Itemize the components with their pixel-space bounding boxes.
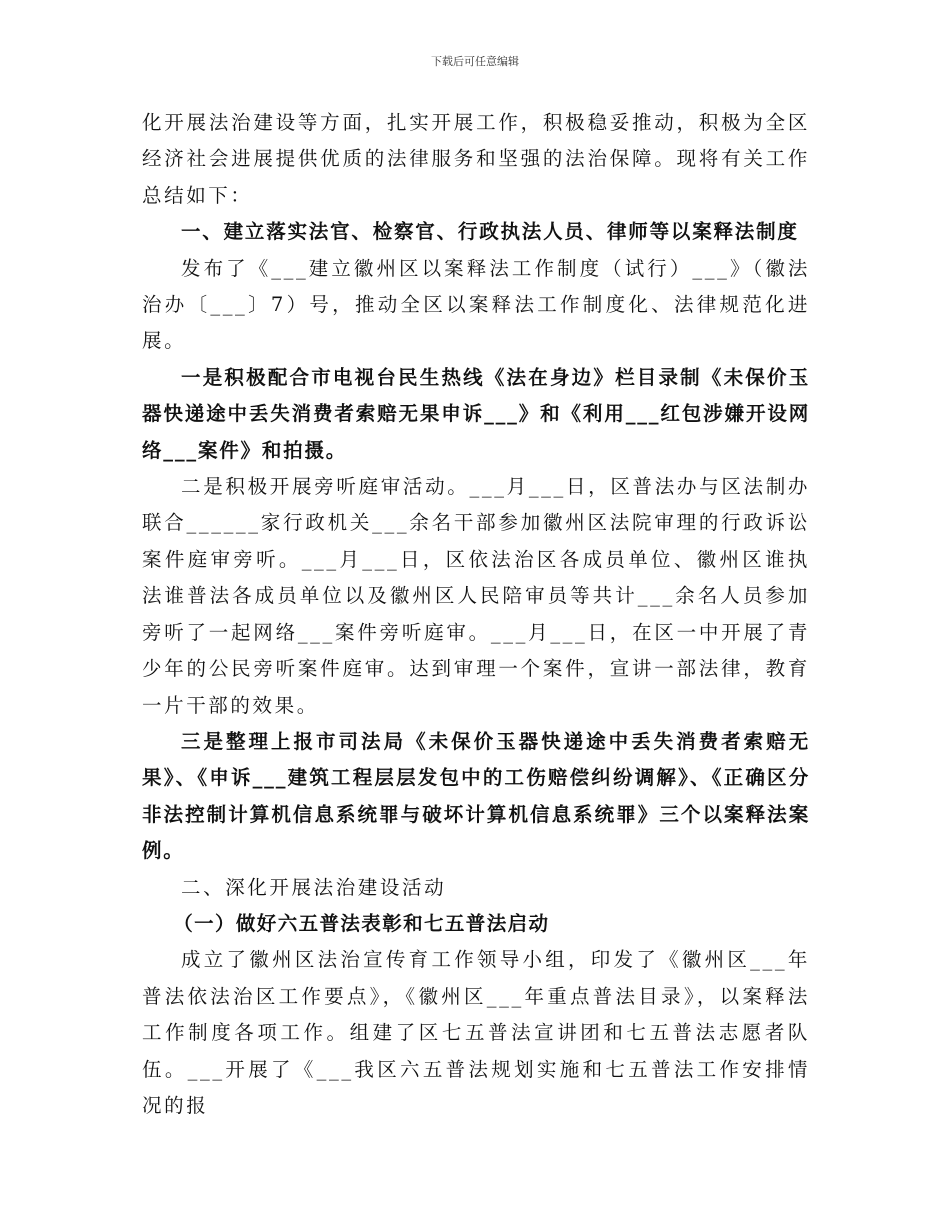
page-header: 下载后可任意编辑 (431, 55, 519, 68)
paragraph-point-one: 一是积极配合市电视台民生热线《法在身边》栏目录制《未保价玉器快递途中丢失消费者索赔无果申诉___》和《利用___红包涉嫌开设网络___案件》和拍摄。 (142, 365, 810, 462)
section-heading-1: 一、建立落实法官、检察官、行政执法人员、律师等以案释法制度 (181, 220, 799, 244)
paragraph-release: 发布了《___建立徽州区以案释法工作制度（试行）___》（徽法治办〔___〕7）号，推动全区以案释法工作制度化、法律规范化进展。 (142, 256, 810, 353)
intro-paragraph: 化开展法治建设等方面，扎实开展工作，积极稳妥推动，积极为全区经济社会进展提供优质的法律服务和坚强的法治保障。现将有关工作总结如下： (142, 111, 810, 207)
section-heading-2: 二、深化开展法治建设活动 (181, 875, 447, 899)
document-body (142, 105, 810, 1124)
paragraph-committee: 成立了徽州区法治宣传育工作领导小组，印发了《徽州区___年普法依法治区工作要点》，《徽州区___年重点普法目录》，以案释法工作制度各项工作。组建了区七五普法宣讲团和七五普法志愿者队伍。___开展了《___我区六五普法规划实施和七五普法工作安排情况的报 (142, 948, 810, 1117)
subsection-heading-1: （一）做好六五普法表彰和七五普法启动 (173, 911, 550, 935)
paragraph-point-three: 三是整理上报市司法局《未保价玉器快递途中丢失消费者索赔无果》、《申诉___建筑工程层层发包中的工伤赔偿纠纷调解》、《正确区分非法控制计算机信息系统罪与破坏计算机信息系统罪》三个以案释法案例。 (142, 729, 810, 863)
paragraph-point-two: 二是积极开展旁听庭审活动。___月___日，区普法办与区法制办联合______家行政机关___余名干部参加徽州区法院审理的行政诉讼案件庭审旁听。___月___日，区依法治区各成员单位、徽州区谁执法谁普法各成员单位以及徽州区人民陪审员等共计___余名人员参加旁听了一起网络___案件旁听庭审。___月___日，在区一中开展了青少年的公民旁听案件庭审。达到审理一个案件，宣讲一部法律，教育一片干部的效果。 (142, 475, 810, 717)
